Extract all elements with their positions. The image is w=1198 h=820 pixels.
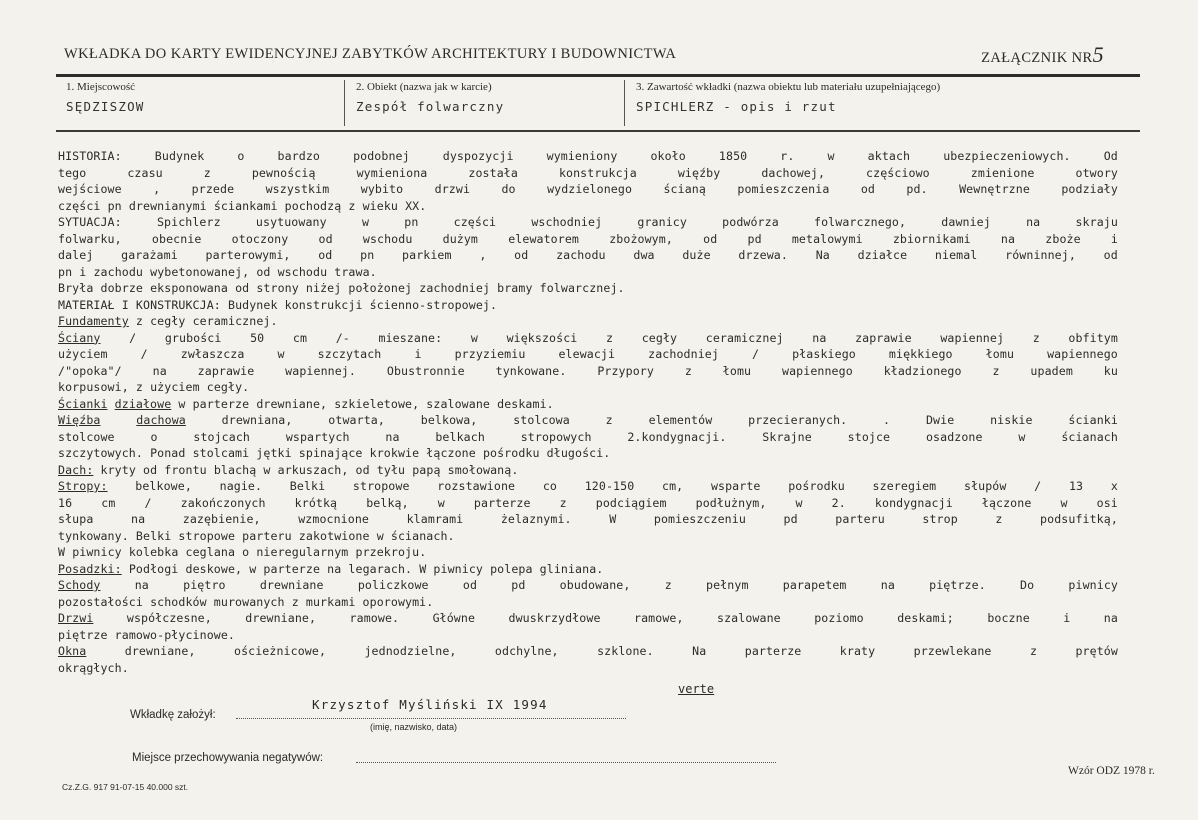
top-rule: [56, 74, 1140, 77]
negatives-dotted-line: [356, 762, 776, 763]
field-object-value: Zespół folwarczny: [356, 99, 505, 114]
text-line: Okna drewniane, ościeżnicowe, jednodzielne, odchylne, szklone. Na parterze kraty przewlekane z prętów: [58, 644, 1118, 658]
text-line: Ściany / grubości 50 cm /- mieszane: w większości z cegły ceramicznej na zaprawie wapiennej z obfitym: [58, 330, 1118, 345]
field-locality: 1. Miejscowość SĘDZISZOW: [56, 78, 344, 128]
attachment-label: ZAŁĄCZNIK NR5: [981, 42, 1104, 67]
text-line: /"opoka"/ na zaprawie wapiennej. Obustronnie tynkowane. Przypory z łomu wapiennego kładzionego z upadem ku: [58, 363, 1118, 378]
field-separator: [344, 80, 345, 126]
description-text: [58, 148, 1118, 676]
text-line: Fundamenty z cegły ceramicznej.: [58, 314, 278, 328]
founder-value: Krzysztof Myśliński IX 1994: [312, 697, 548, 712]
field-locality-value: SĘDZISZOW: [66, 99, 145, 114]
text-line: części pn drewnianymi ściankami pochodzą z wieku XX.: [58, 198, 427, 213]
verte-label: verte: [678, 682, 715, 696]
text-line: SYTUACJA: Spichlerz usytuowany w pn części wschodniej granicy podwórza folwarcznego, dawniej na skraju: [58, 215, 1118, 229]
text-line: tynkowany. Belki stropowe parteru zakotwione w ścianach.: [58, 528, 455, 543]
text-line: folwarku, obecnie otoczony od wschodu dużym elewatorem zbożowym, od pd metalowymi zbiornikami na zboże i: [58, 231, 1118, 246]
text-line: W piwnicy kolebka ceglana o nieregularnym przekroju.: [58, 545, 427, 559]
founder-dotted-line: [236, 718, 626, 719]
text-line: użyciem / zwłaszcza w szczytach i przyziemiu elewacji zachodniej / płaskiego miękkiego łomu wapiennego: [58, 347, 1118, 361]
text-line: Posadzki: Podłogi deskowe, w parterze na legarach. W piwnicy polepa gliniana.: [58, 561, 604, 576]
field-contents: 3. Zawartość wkładki (nazwa obiektu lub materiału uzupełniającego) SPICHLERZ - opis i rzut: [626, 78, 1136, 128]
text-line: szczytowych. Ponad stolcami jętki spinające krokwie łączone pośrodku długości.: [58, 446, 611, 460]
text-line: Stropy: belkowe, nagie. Belki stropowe rozstawione co 120-150 cm, wsparte pośrodku szeregiem słupów / 13 x: [58, 479, 1118, 493]
text-line: HISTORIA: Budynek o bardzo podobnej dyspozycji wymieniony około 1850 r. w aktach ubezpieczeniowych. Od: [58, 149, 1118, 163]
text-line: wejściowe , przede wszystkim wybito drzwi do wydzielonego ścianą pomieszczenia od pd. Wewnętrzne podziały: [58, 182, 1118, 196]
negatives-label: Miejsce przechowywania negatywów:: [132, 752, 324, 764]
field-separator: [624, 80, 625, 126]
text-line: MATERIAŁ I KONSTRUKCJA: Budynek konstrukcji ścienno-stropowej.: [58, 297, 498, 312]
text-line: piętrze ramowo-płycinowe.: [58, 627, 236, 642]
text-line: pozostałości schodków murowanych z murkami oporowymi.: [58, 594, 434, 609]
text-line: Drzwi współczesne, drewniane, ramowe. Główne dwuskrzydłowe ramowe, szalowane poziomo deskami; boczne i na: [58, 611, 1118, 625]
founder-label: Wkładkę założył:: [130, 709, 216, 721]
text-line: słupa na zazębienie, wzmocnione klamrami żelaznymi. W pomieszczeniu pd parteru strop z podsufitką,: [58, 512, 1118, 526]
text-line: korpusowi, z użyciem cegły.: [58, 380, 250, 394]
text-line: okrągłych.: [58, 660, 129, 675]
text-line: Więźba dachowa drewniana, otwarta, belkowa, stolcowa z elementów przecieranych. . Dwie niskie ścianki: [58, 413, 1118, 427]
attachment-number: 5: [1092, 42, 1104, 67]
header-fields: [56, 78, 1140, 128]
text-line: dalej garażami parterowymi, od pn parkiem , od zachodu dwa duże drzewa. Na działce niemal równinnej, od: [58, 248, 1118, 262]
founder-hint: (imię, nazwisko, data): [370, 722, 458, 732]
field-contents-value: SPICHLERZ - opis i rzut: [636, 99, 837, 114]
field-object: 2. Obiekt (nazwa jak w karcie) Zespół folwarczny: [346, 78, 626, 128]
text-line: Ścianki działowe w parterze drewniane, szkieletowe, szalowane deskami.: [58, 396, 554, 411]
fields-bottom-rule: [56, 130, 1140, 132]
card-header: [64, 42, 1104, 67]
text-line: stolcowe o stojcach wspartych na belkach stropowych 2.kondygnacji. Skrajne stojce osadzone w ścianach: [58, 429, 1118, 444]
card-title: WKŁADKA DO KARTY EWIDENCYJNEJ ZABYTKÓW ARCHITEKTURY I BUDOWNICTWA: [64, 46, 677, 62]
text-line: Dach: kryty od frontu blachą w arkuszach, od tyłu papą smołowaną.: [58, 462, 519, 477]
text-line: tego czasu z pewnością wymieniona została konstrukcja więźby dachowej, częściowo zmienione otwory: [58, 165, 1118, 180]
template-label: Wzór ODZ 1978 r.: [1068, 765, 1155, 777]
text-line: 16 cm / zakończonych krótką belką, w parterze z podciągiem podłużnym, w 2. kondygnacji łączone w osi: [58, 495, 1118, 510]
print-info: Cz.Z.G. 917 91-07-15 40.000 szt.: [62, 782, 189, 792]
text-line: Bryła dobrze eksponowana od strony niżej położonej zachodniej bramy folwarcznej.: [58, 281, 625, 295]
text-line: pn i zachodu wybetonowanej, od wschodu trawa.: [58, 264, 377, 279]
text-line: Schody na piętro drewniane policzkowe od pd obudowane, z pełnym parapetem na piętrze. Do piwnicy: [58, 578, 1118, 592]
